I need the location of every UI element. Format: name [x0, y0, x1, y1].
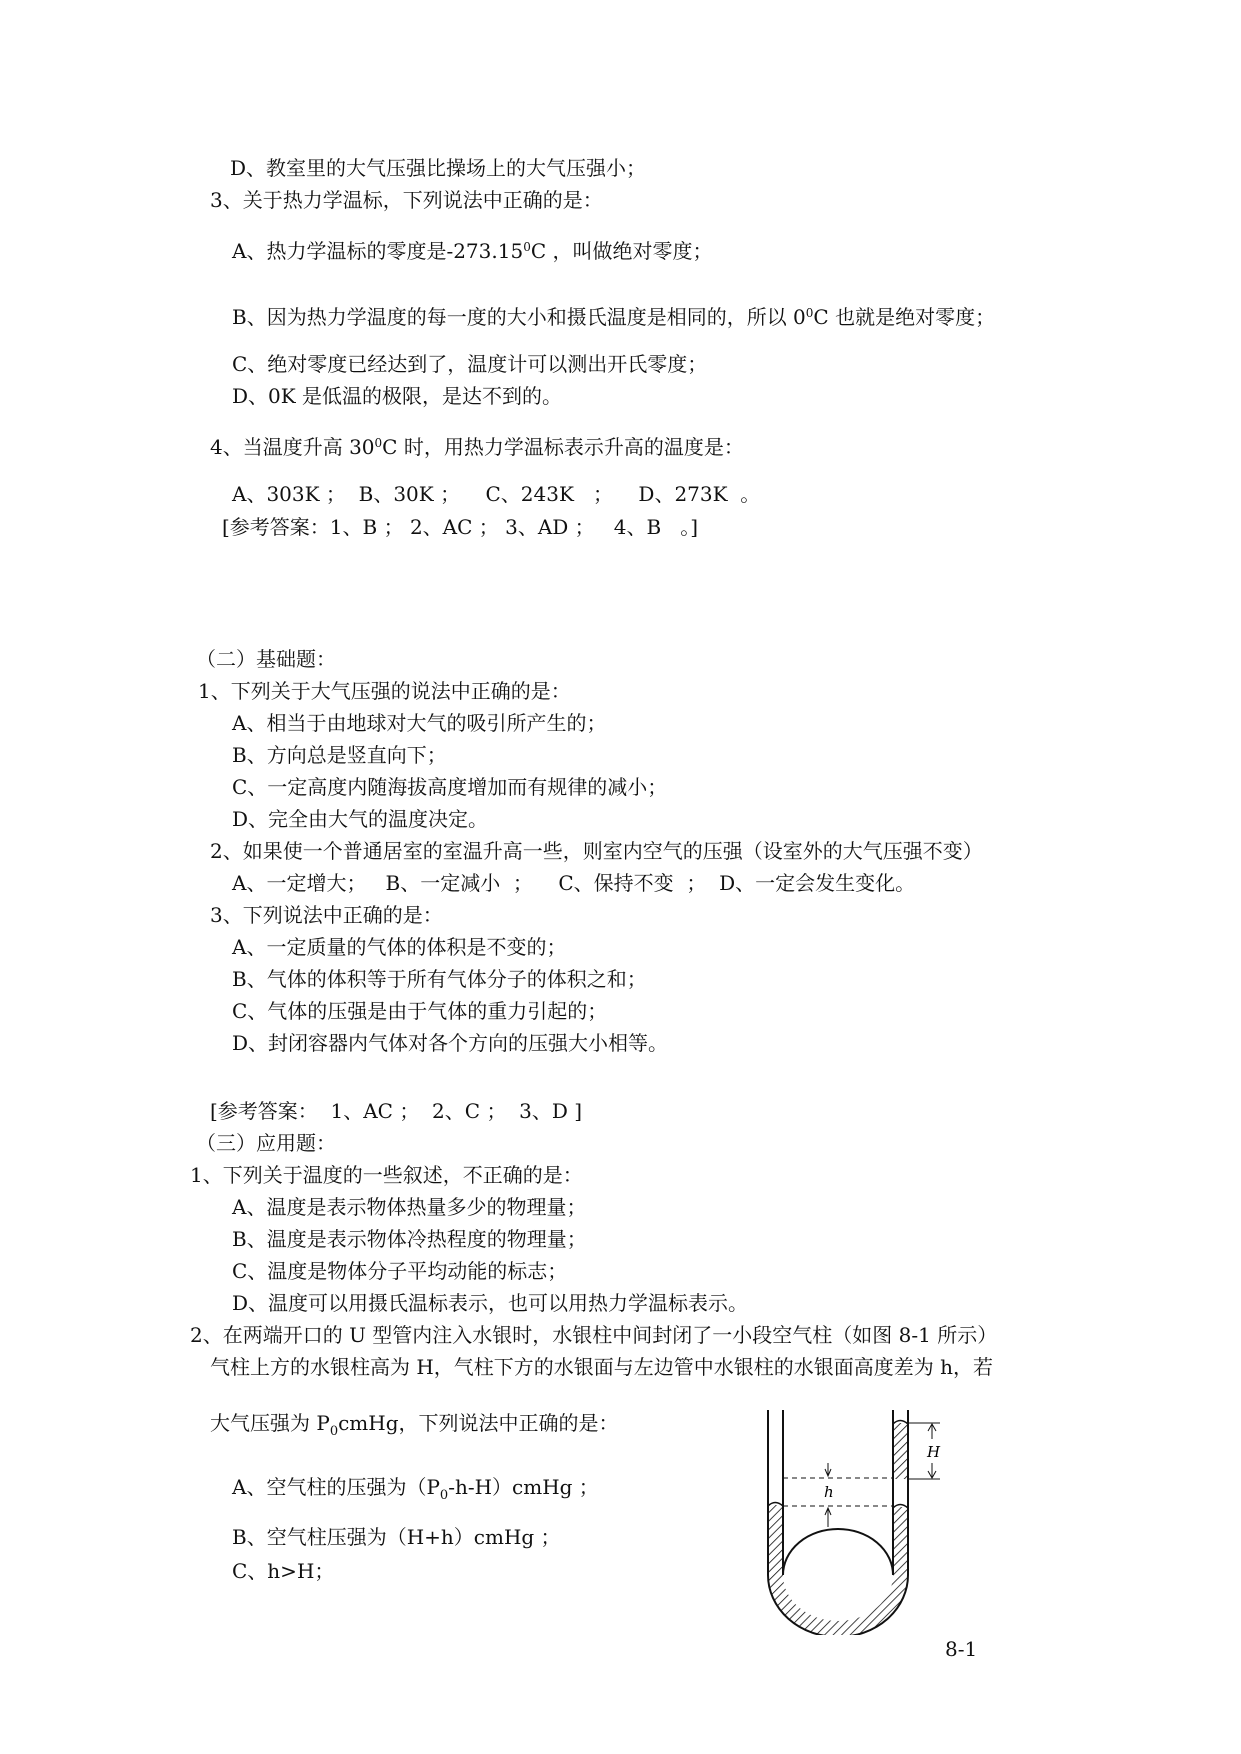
applied-q2-line1: 2、在两端开口的 U 型管内注入水银时，水银柱中间封闭了一小段空气柱（如图 8-1 所示） — [190, 1323, 998, 1347]
basic-q2-options: A、一定增大； B、一定减小 ； C、保持不变 ； D、一定会发生变化。 — [232, 871, 916, 895]
q4-options: A、303K ； B、30K ； C、243K ； D、273K 。 — [232, 482, 761, 506]
basic-q1: 1、下列关于大气压强的说法中正确的是： — [198, 679, 571, 703]
basic-heading: （二）基础题： — [196, 647, 336, 671]
label-h: h — [824, 1483, 834, 1501]
applied-q2-b: B、空气柱压强为（H+h）cmHg ； — [232, 1525, 561, 1549]
basic-q1-c: C、一定高度内随海拔高度增加而有规律的减小； — [232, 775, 668, 799]
applied-q2-line3: 大气压强为 $P_0cmHg$，下列说法中正确的是： — [210, 1411, 619, 1439]
applied-q2-c: C、h>H； — [232, 1559, 335, 1583]
q3-option-c: C、绝对零度已经达到了，温度计可以测出开氏零度； — [232, 352, 708, 376]
basic-q1-d: D、完全由大气的温度决定。 — [232, 807, 489, 831]
answer-key-2: [参考答案： 1、AC ； 2、C ； 3、D ] — [210, 1099, 583, 1123]
basic-q2: 2、如果使一个普通居室的室温升高一些，则室内空气的压强（设室外的大气压强不变） — [210, 839, 983, 863]
figure-label: 8-1 — [945, 1637, 978, 1661]
applied-q1-b: B、温度是表示物体冷热程度的物理量； — [232, 1227, 587, 1251]
basic-q1-b: B、方向总是竖直向下； — [232, 743, 447, 767]
question-4-stem: 4、当温度升高 $30^0C$ 时，用热力学温标表示升高的温度是： — [210, 435, 744, 459]
applied-q1: 1、下列关于温度的一些叙述，不正确的是： — [190, 1163, 583, 1187]
tube-inner-wall — [783, 1410, 893, 1575]
basic-q3-b: B、气体的体积等于所有气体分子的体积之和； — [232, 967, 647, 991]
applied-q1-a: A、温度是表示物体热量多少的物理量； — [232, 1195, 587, 1219]
option-d-classroom: D、教室里的大气压强比操场上的大气压强小； — [230, 156, 647, 180]
u-tube-diagram — [740, 1405, 990, 1635]
basic-q1-a: A、相当于由地球对大气的吸引所产生的； — [232, 711, 607, 735]
label-H: H — [927, 1443, 941, 1461]
q3-option-b: B、因为热力学温度的每一度的大小和摄氏温度是相同的，所以 $0^0C$ 也就是绝对零度； — [232, 305, 996, 329]
applied-q2-a: A、空气柱的压强为$(P_0-h-H)cmHg$ ； — [232, 1475, 599, 1503]
answer-key-1: [参考答案：1、B ； 2、AC ； 3、AD ； 4、B 。] — [222, 515, 699, 539]
basic-q3-c: C、气体的压强是由于气体的重力引起的； — [232, 999, 608, 1023]
basic-q3-a: A、一定质量的气体的体积是不变的； — [232, 935, 567, 959]
basic-q3-d: D、封闭容器内气体对各个方向的压强大小相等。 — [232, 1031, 669, 1055]
mercury-column-top — [893, 1423, 908, 1479]
basic-q3: 3、下列说法中正确的是： — [210, 903, 443, 927]
mercury-u-bottom — [768, 1505, 908, 1635]
applied-q1-c: C、温度是物体分子平均动能的标志； — [232, 1259, 568, 1283]
applied-heading: （三）应用题： — [196, 1131, 336, 1155]
q3-option-a: A、热力学温标的零度是-273.15$^0$C ，叫做绝对零度； — [232, 239, 713, 263]
applied-q1-d: D、温度可以用摄氏温标表示，也可以用热力学温标表示。 — [232, 1291, 749, 1315]
q3-option-d: D、0K 是低温的极限，是达不到的。 — [232, 384, 563, 408]
question-3-stem: 3、关于热力学温标，下列说法中正确的是： — [210, 188, 603, 212]
applied-q2-line2: 气柱上方的水银柱高为 H，气柱下方的水银面与左边管中水银柱的水银面高度差为 h，若 — [210, 1355, 994, 1379]
